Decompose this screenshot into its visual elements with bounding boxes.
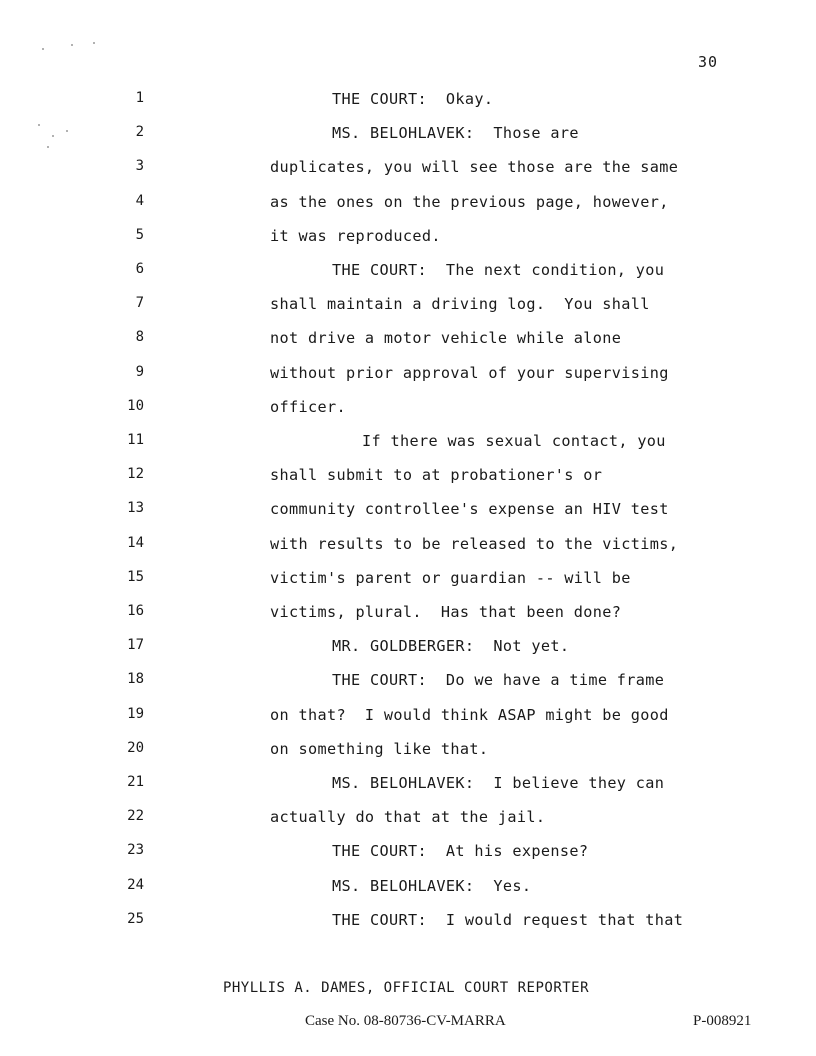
line-number: 10 — [127, 397, 144, 414]
line-text: shall submit to at probationer's or — [270, 466, 603, 485]
line-number: 3 — [135, 158, 144, 175]
line-text: THE COURT: The next condition, you — [332, 261, 665, 279]
line-text: THE COURT: I would request that that — [332, 910, 684, 929]
scan-speck — [38, 124, 40, 126]
transcript-line — [0, 740, 816, 762]
line-text: actually do that at the jail. — [270, 808, 546, 827]
scan-speck — [66, 130, 68, 132]
scan-speck — [93, 42, 95, 44]
transcript-line — [0, 261, 816, 283]
line-number: 13 — [127, 500, 144, 517]
transcript-line — [0, 911, 816, 933]
line-number: 23 — [127, 842, 144, 859]
line-number: 15 — [127, 568, 144, 585]
transcript-line — [0, 432, 816, 454]
line-number: 18 — [127, 671, 144, 688]
line-number: 1 — [135, 90, 144, 106]
line-text: THE COURT: At his expense? — [332, 842, 589, 861]
line-number: 25 — [127, 910, 144, 927]
line-text: shall maintain a driving log. You shall — [270, 295, 650, 314]
line-text: without prior approval of your supervising — [270, 363, 669, 382]
scan-speck — [47, 146, 49, 148]
line-text: with results to be released to the victims, — [270, 534, 679, 553]
case-number: Case No. 08-80736-CV-MARRA — [305, 1013, 506, 1029]
line-text: MS. BELOHLAVEK: Yes. — [332, 876, 532, 895]
line-number: 24 — [127, 876, 144, 893]
transcript-line — [0, 637, 816, 659]
transcript-line — [0, 569, 816, 591]
line-number: 11 — [127, 432, 144, 448]
transcript-line — [0, 603, 816, 625]
transcript-line — [0, 808, 816, 830]
line-text: community controllee's expense an HIV test — [270, 500, 669, 519]
line-text: MS. BELOHLAVEK: Those are — [332, 124, 579, 143]
line-number: 6 — [135, 261, 144, 277]
line-number: 21 — [127, 774, 144, 790]
line-text: officer. — [270, 397, 346, 416]
transcript-line — [0, 774, 816, 796]
scan-speck — [71, 44, 73, 46]
line-text: THE COURT: Okay. — [332, 90, 494, 108]
line-text: THE COURT: Do we have a time frame — [332, 671, 665, 690]
transcript-line — [0, 535, 816, 557]
page-number: 30 — [698, 53, 719, 71]
transcript-line — [0, 671, 816, 693]
line-text: it was reproduced. — [270, 226, 441, 245]
court-reporter-name: PHYLLIS A. DAMES, OFFICIAL COURT REPORTER — [222, 980, 590, 996]
line-text: victim's parent or guardian -- will be — [270, 568, 631, 587]
bates-number: P-008921 — [693, 1013, 752, 1029]
line-text: not drive a motor vehicle while alone — [270, 329, 622, 348]
line-number: 4 — [135, 192, 144, 209]
line-number: 16 — [127, 603, 144, 619]
transcript-line — [0, 500, 816, 522]
court-reporter-footer — [0, 980, 816, 996]
transcript-line — [0, 364, 816, 386]
transcript-line — [0, 466, 816, 488]
line-text: as the ones on the previous page, however, — [270, 192, 669, 211]
transcript-line — [0, 398, 816, 420]
scan-speck — [42, 48, 44, 50]
scan-speck — [52, 135, 54, 137]
line-text: on something like that. — [270, 739, 489, 758]
transcript-line — [0, 124, 816, 146]
transcript-line — [0, 227, 816, 249]
line-number: 17 — [127, 637, 144, 654]
line-number: 22 — [127, 808, 144, 825]
transcript-line — [0, 158, 816, 180]
line-text: on that? I would think ASAP might be good — [270, 705, 669, 724]
line-text: duplicates, you will see those are the same — [270, 158, 679, 177]
transcript-line — [0, 193, 816, 215]
line-text: MS. BELOHLAVEK: I believe they can — [332, 774, 665, 792]
line-number: 19 — [127, 705, 144, 722]
transcript-line — [0, 706, 816, 728]
transcript-line — [0, 295, 816, 317]
transcript-line — [0, 842, 816, 864]
line-number: 8 — [135, 329, 144, 346]
line-number: 5 — [135, 226, 144, 243]
line-text: If there was sexual contact, you — [362, 432, 666, 450]
line-number: 7 — [135, 295, 144, 312]
line-number: 9 — [135, 363, 144, 380]
line-number: 2 — [135, 124, 144, 141]
line-number: 20 — [127, 739, 144, 756]
line-number: 14 — [127, 534, 144, 551]
line-number: 12 — [127, 466, 144, 483]
transcript-line — [0, 90, 816, 112]
line-text: MR. GOLDBERGER: Not yet. — [332, 637, 570, 656]
transcript-line — [0, 329, 816, 351]
line-text: victims, plural. Has that been done? — [270, 603, 622, 621]
transcript-line — [0, 877, 816, 899]
